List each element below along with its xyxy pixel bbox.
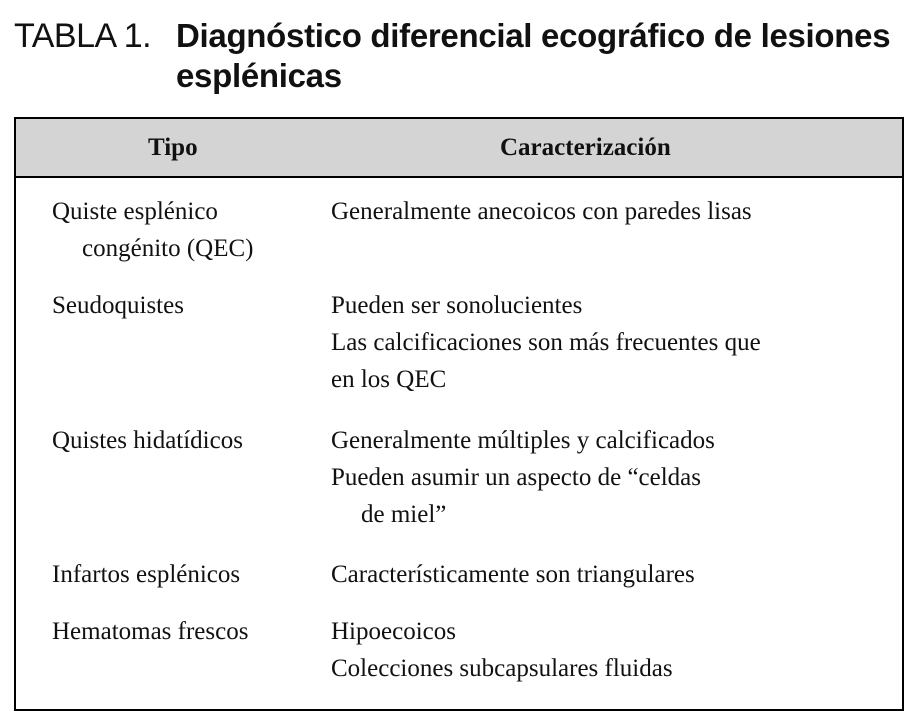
cell-line: Quiste esplénico: [52, 198, 218, 225]
cell-tipo: [52, 193, 322, 267]
table-number: TABLA 1.: [14, 17, 152, 55]
cell-tipo: [52, 556, 322, 593]
cell-caracterizacion: [331, 613, 901, 687]
cell-line: Hematomas frescos: [52, 618, 249, 645]
cell-line: Las calcificaciones son más frecuentes que: [331, 329, 761, 356]
table-header: [16, 119, 902, 178]
cell-line: Hipoecoicos: [331, 618, 456, 645]
cell-line: Pueden asumir un aspecto de “celdas: [331, 464, 702, 491]
column-header-caracterizacion: Caracterización: [500, 134, 671, 161]
cell-caracterizacion: [331, 556, 901, 593]
table-title: Diagnóstico diferencial ecográfico de lesiones esplénicas: [176, 17, 891, 94]
cell-line: Generalmente anecoicos con paredes lisas: [331, 198, 752, 225]
cell-caracterizacion: [331, 287, 901, 398]
column-header-tipo: Tipo: [148, 134, 198, 161]
cell-line: Quistes hidatídicos: [52, 427, 243, 454]
cell-line: en los QEC: [331, 366, 447, 393]
cell-tipo: [52, 422, 322, 459]
cell-line: Colecciones subcapsulares fluidas: [331, 655, 673, 682]
cell-tipo: [52, 287, 322, 324]
cell-caracterizacion: [331, 193, 901, 230]
cell-line: Generalmente múltiples y calcificados: [331, 427, 715, 454]
cell-line: Seudoquistes: [52, 292, 184, 319]
cell-line: Pueden ser sonolucientes: [331, 292, 583, 319]
cell-line: de miel”: [361, 501, 447, 528]
cell-line: Característicamente son triangulares: [331, 561, 695, 588]
cell-tipo: [52, 613, 322, 650]
cell-caracterizacion: [331, 422, 901, 533]
cell-line: Infartos esplénicos: [52, 561, 241, 588]
cell-line: congénito (QEC): [82, 235, 254, 262]
differential-diagnosis-table: [14, 117, 904, 711]
